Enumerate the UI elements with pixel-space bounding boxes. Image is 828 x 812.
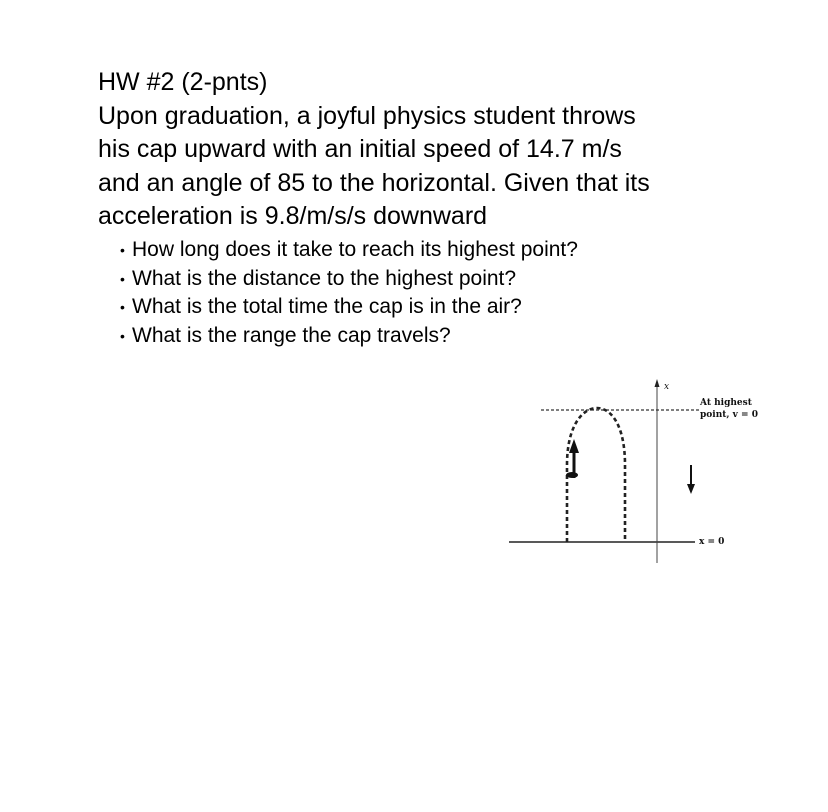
bullet-dot-icon: • [120,242,125,258]
highest-point-label: At highest [700,398,752,408]
origin-label: x = 0 [699,537,725,547]
page-title: HW #2 (2-pnts) [98,68,268,96]
problem-line: and an angle of 85 to the horizontal. Given that its [98,168,650,197]
question-text: What is the distance to the highest point? [132,266,517,290]
axis-label: x [664,382,670,392]
question-item [118,236,758,265]
cap-marker [566,472,578,478]
highest-point-velocity-label: point, v = 0 [700,410,758,420]
bullet-dot-icon: • [120,299,125,315]
trajectory-diagram [505,375,775,575]
question-text: What is the total time the cap is in the air? [132,295,522,318]
question-text: How long does it take to reach its highest point? [132,238,578,261]
trajectory-figure [505,375,775,575]
question-text: What is the range the cap travels? [132,323,451,347]
problem-text [98,66,798,234]
bullet-dot-icon: • [120,270,125,287]
question-item [118,322,758,351]
question-item [118,293,758,322]
problem-line: Upon graduation, a joyful physics student throws [98,101,636,130]
bullet-dot-icon: • [120,327,125,344]
acceleration-arrow-icon [687,484,695,494]
axis-arrow-icon [655,379,660,387]
problem-line: acceleration is 9.8/m/s/s downward [98,202,488,230]
question-item [118,265,758,294]
question-list [118,236,758,350]
problem-line: his cap upward with an initial speed of 14.7 m/s [98,135,622,163]
